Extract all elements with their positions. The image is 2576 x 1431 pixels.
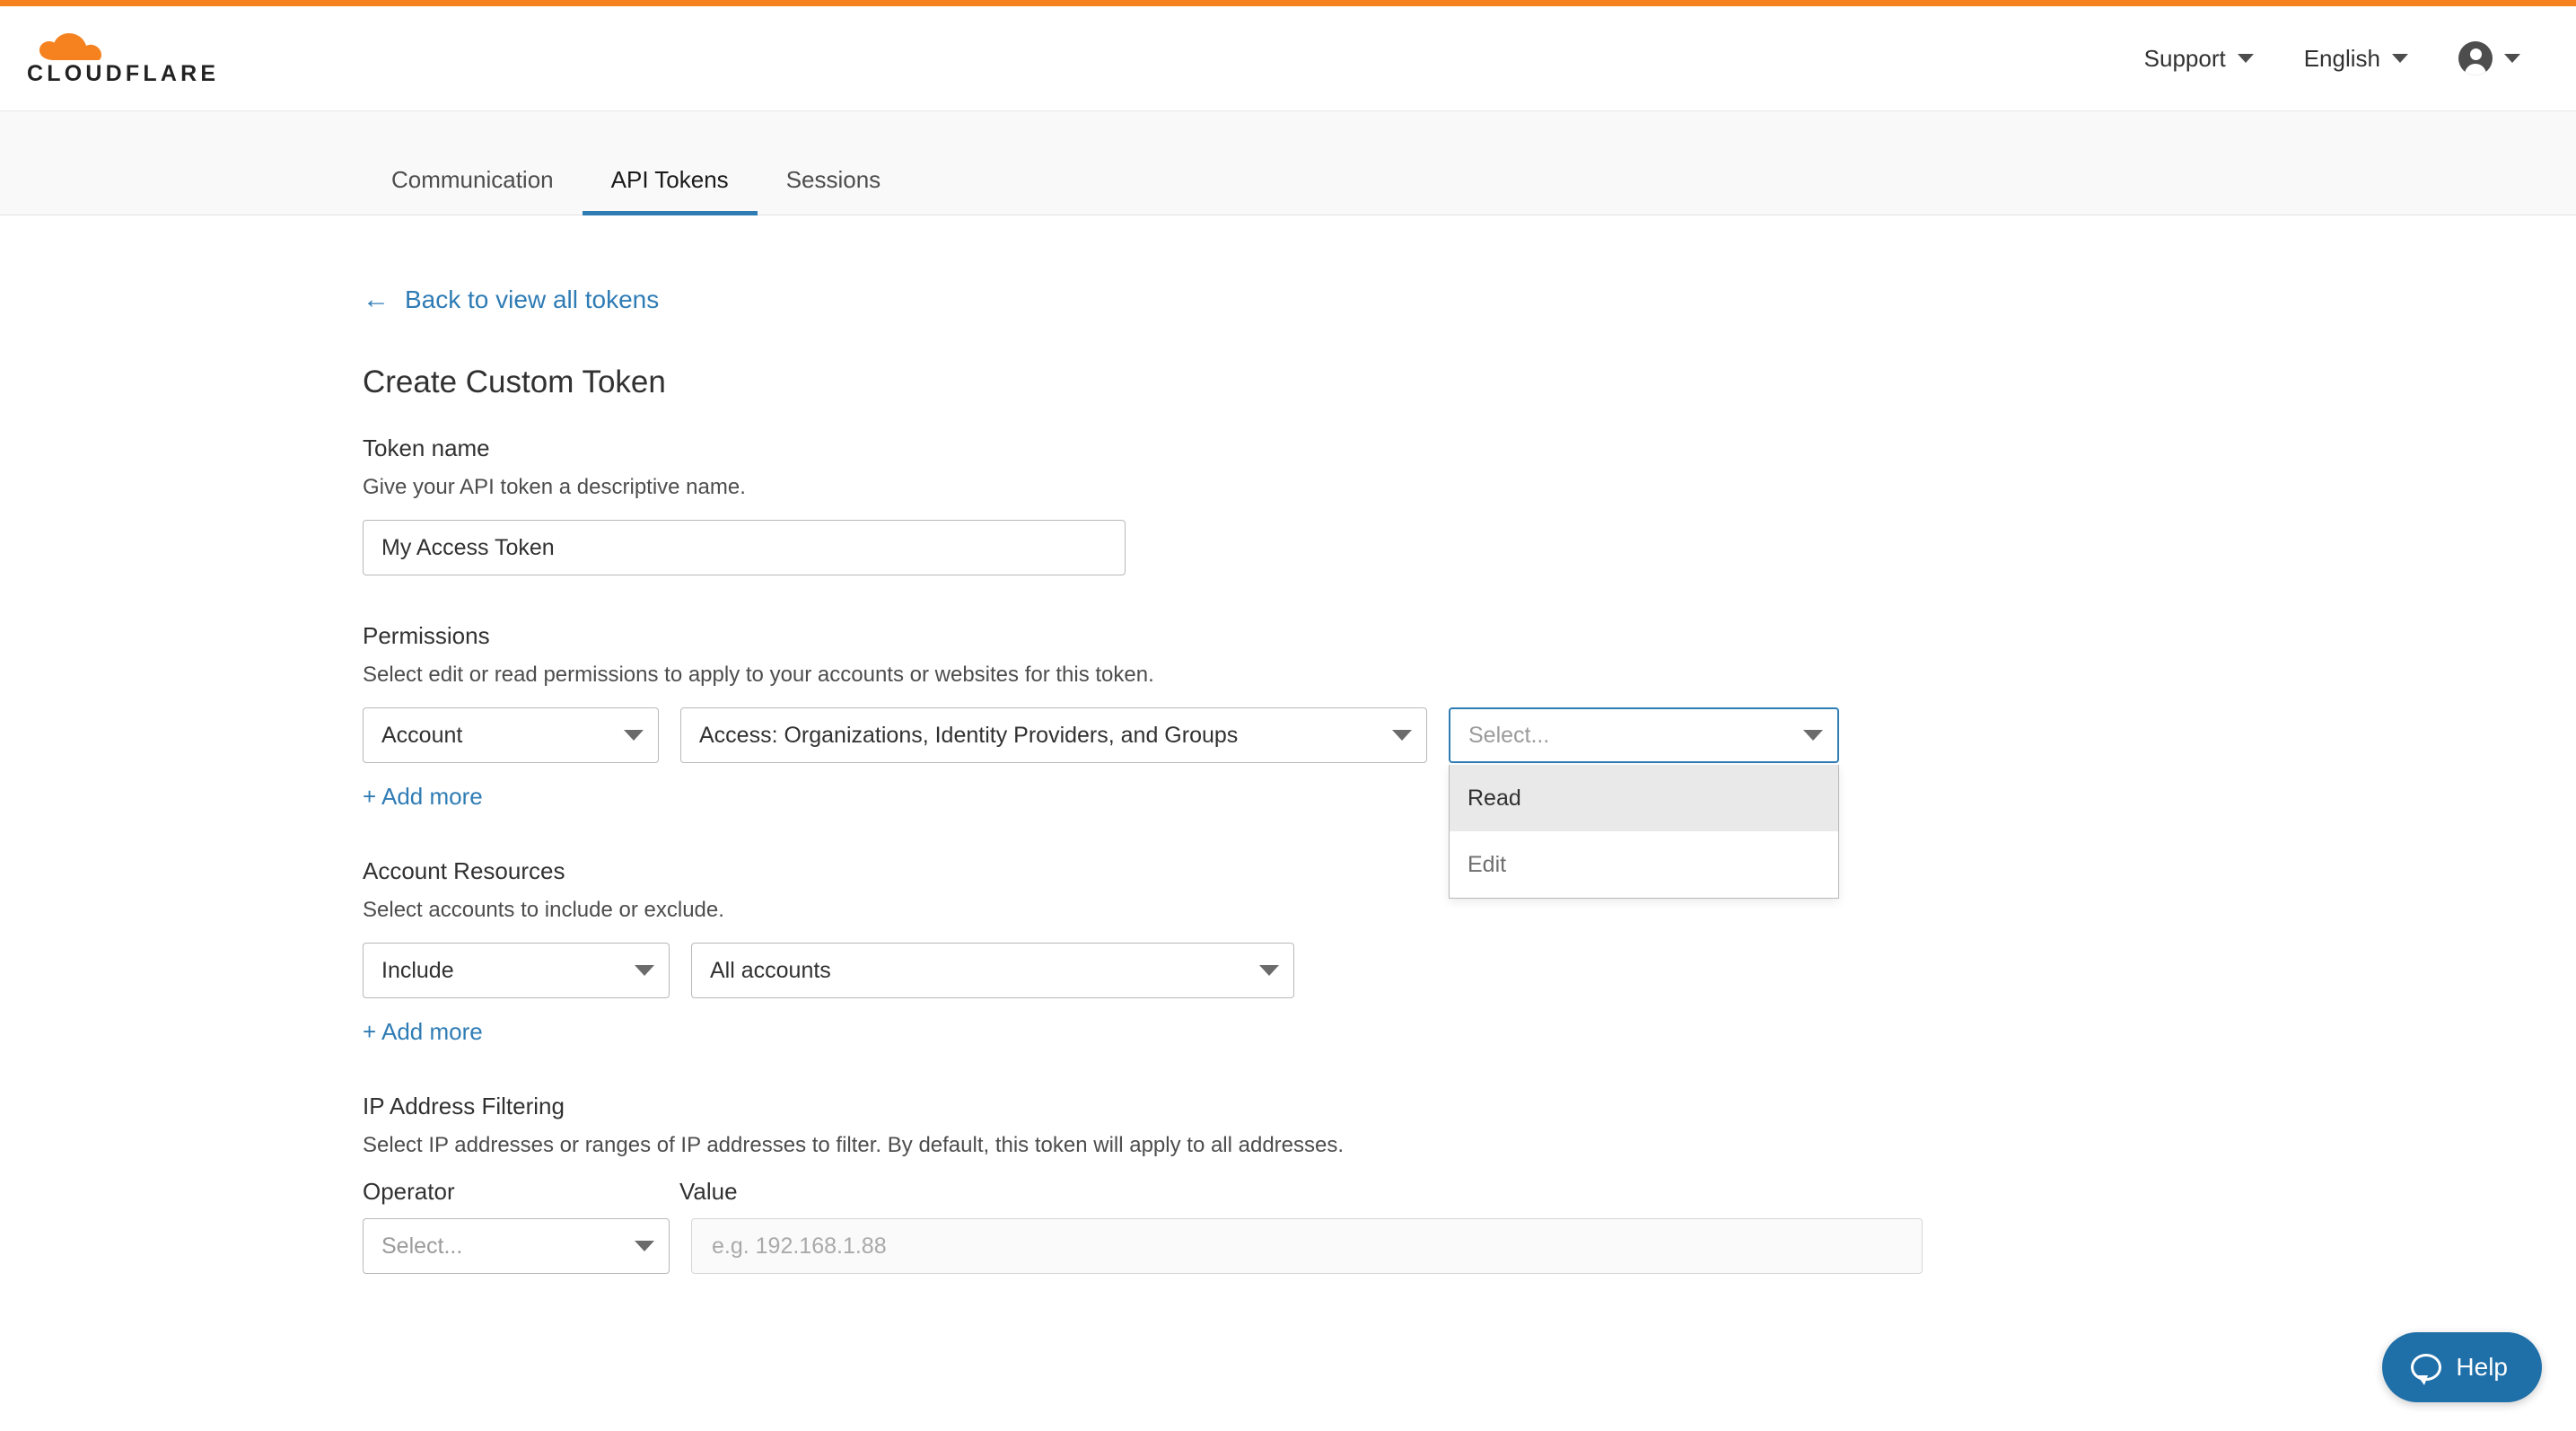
tab-sessions[interactable]: Sessions [785,166,881,193]
token-name-label: Token name [363,435,490,461]
chevron-down-icon [635,1241,654,1251]
account-resources-help: Select accounts to include or exclude. [363,898,724,922]
account-resources-add-more-button[interactable]: + Add more [363,1018,483,1045]
ip-value-input[interactable] [691,1218,1923,1274]
permission-level-wrapper [1449,707,1839,877]
support-label: Support [2143,44,2226,72]
resource-mode-select[interactable] [363,943,670,998]
chevron-down-icon [635,965,654,976]
tab-api-tokens[interactable]: API Tokens [583,168,758,215]
top-accent-bar [0,0,2576,6]
permission-scope-value: Account [381,722,463,748]
ip-operator-value: Select... [381,1233,463,1259]
ip-filtering-label: IP Address Filtering [363,1093,565,1119]
main-content [0,215,2576,1274]
operator-column-label: Operator [363,1178,455,1205]
dropdown-option-read[interactable]: Read [1450,765,1838,831]
resource-target-value: All accounts [710,957,831,983]
site-header [0,6,2576,111]
header-actions [2119,32,2545,84]
permissions-add-more-button[interactable]: + Add more [363,783,483,810]
chevron-down-icon [1259,965,1279,976]
dropdown-option-edit[interactable]: Edit [1468,851,1507,877]
page-title: Create Custom Token [363,364,666,399]
ip-filtering-section [363,1093,2576,1274]
language-menu[interactable] [2279,36,2433,82]
account-resources-row [363,943,2576,998]
permissions-label: Permissions [363,622,490,649]
permission-resource-select[interactable] [680,707,1427,763]
ip-operator-select[interactable] [363,1218,670,1274]
token-name-section [363,435,2576,575]
chevron-down-icon [624,730,644,741]
arrow-left-icon: ← [363,285,390,314]
language-label: English [2303,44,2380,72]
support-menu[interactable] [2119,36,2279,82]
chat-bubble-icon [2411,1354,2441,1381]
permission-level-value: Select... [1468,722,1550,748]
help-label: Help [2456,1353,2508,1381]
tab-communication[interactable]: Communication [391,166,554,193]
permissions-help: Select edit or read permissions to apply to your accounts or websites for this token. [363,663,1154,687]
ip-filtering-row [363,1218,2576,1274]
permission-level-dropdown [1449,765,1839,899]
avatar [2458,41,2493,75]
chevron-down-icon [2238,54,2254,63]
permission-level-select[interactable] [1449,707,1839,763]
settings-tabs [0,111,2576,215]
value-column-label: Value [679,1178,738,1205]
permission-resource-value: Access: Organizations, Identity Providers, and Groups [699,722,1239,748]
account-menu[interactable] [2433,32,2545,84]
ip-filtering-help: Select IP addresses or ranges of IP addresses to filter. By default, this token will apply to all addresses. [363,1133,1345,1157]
permission-scope-select[interactable] [363,707,659,763]
chevron-down-icon [2504,54,2520,63]
resource-target-select[interactable] [691,943,1294,998]
ip-filtering-column-labels [363,1178,2576,1206]
resource-mode-value: Include [381,957,454,983]
help-button[interactable] [2382,1332,2542,1402]
token-name-input[interactable] [363,520,1126,575]
token-name-help: Give your API token a descriptive name. [363,475,746,499]
back-to-all-tokens-link[interactable] [363,285,2576,314]
logo-wordmark: CLOUDFLARE [27,61,220,86]
account-resources-label: Account Resources [363,857,565,884]
chevron-down-icon [1392,730,1412,741]
cloud-icon [27,33,133,64]
back-link-label: Back to view all tokens [405,285,660,313]
chevron-down-icon [2392,54,2408,63]
chevron-down-icon [1803,730,1823,741]
cloudflare-logo[interactable] [27,30,219,87]
